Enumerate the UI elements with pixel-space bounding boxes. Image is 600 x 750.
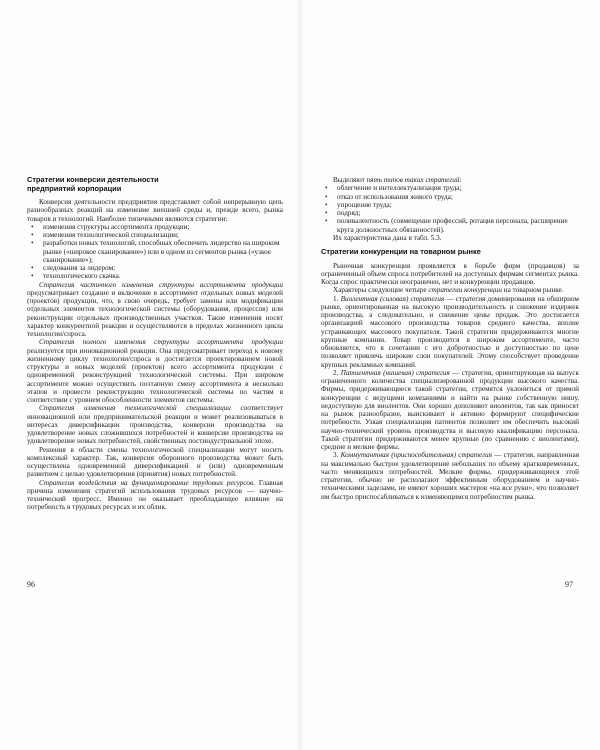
list-number: 2.	[333, 368, 341, 377]
paragraph-four-strategies	[321, 286, 579, 294]
labor-strategy-bullet-list	[321, 184, 579, 234]
section-heading-competition-strategies: Стратегии конкуренции на товарном рынке	[321, 247, 481, 256]
list-item: • технологического скачка.	[27, 272, 283, 280]
right-page-text-column	[321, 176, 579, 501]
paragraph-text: на товарном рынке.	[501, 286, 564, 295]
paragraph-full-assortment	[27, 338, 283, 404]
paragraph-text: реализуется при инновационной реакции. Она предусматривает переход к новому жизненному циклу технологии/спроса и достигается проектированием новой структуры и новых моделей (проектов) всего ассортимента продукции с одновременной реконструкцией технологической системы. При широком ассортименте можно осуществить поэтапную смену ассортимента в несколько этапов и провести реконструкцию технологической системы по частям в соответствии с уровнем обособленности элементов системы.	[27, 346, 283, 405]
list-item: • разработки новых технологий, способных обеспечить лидерство на широком рынке («широкое сканирование») или в одном из сегментов рынка («узкое сканирование»);	[27, 239, 283, 264]
list-item: • следования за лидером;	[27, 264, 283, 272]
page-number-right: 97	[565, 580, 573, 589]
paragraph-text: Главная причина изменения стратегий использования трудовых ресурсов — научно-технический прогресс. Именно он оказывает преобладающее влияние на потребность в трудовых ресурсах и их облик.	[27, 478, 283, 512]
list-number: 1.	[333, 294, 341, 303]
page-number-left: 96	[27, 580, 35, 589]
paragraph-partial-assortment	[27, 281, 283, 339]
list-item: • поливалентность (совмещение профессий, ротация персонала, расширение круга должностных обязанностей).	[321, 217, 579, 234]
paragraph-text: — стратегия, направленная на максимально быстрое удовлетворение небольших по объему кратковременных, часто меняющихся потребностей. Мелкие фирмы, придерживающиеся этой стратегии, обычно не располагают эффективным оборудованием и научно-техническими заделами, не имеют хороших мастеров «на все руки», что позволяет им быстро приспосабливаться к изменяющимся потребностям рынка.	[321, 451, 579, 501]
paragraph-market-competition: Рыночная конкуренция проявляется в борьбе фирм (продавцов) за ограниченный объем спроса потребителей на доступных фирмам сегментах рынка. Когда спрос практически неограничен, нет и конкуренции продавцов.	[321, 261, 579, 287]
right-page	[300, 0, 600, 750]
paragraph-five-types	[321, 176, 579, 184]
list-item: • подряд;	[321, 209, 579, 217]
paragraph-text: соответствует инновационной или предпринимательской реакции и может реализовываться в интересах диверсификации производства, конверсии производства на удовлетворение новых сложившихся потребностей и конверсии производства на удовлетворение новых потребностей, свойственных постиндустриальной эпохе.	[27, 404, 283, 446]
paragraph-table-reference: Их характеристика дана в табл. 5.3.	[333, 233, 442, 242]
paragraph-labor-resources	[27, 479, 283, 512]
paragraph-intro: Конверсия деятельности предприятия представляет собой непрерывную цепь разнообразных реакций на изменение внешней среды и, прежде всего, рынка товаров и технологий. Наиболее типичными являются стратегии:	[27, 198, 283, 223]
list-item: • облегчение и интеллектуализация труда;	[321, 184, 579, 192]
list-number: 3.	[333, 451, 341, 460]
paragraph-text: Выделяют	[333, 176, 367, 184]
section-heading-conversion-strategies: Стратегии конверсии деятельности предприятий корпорации	[27, 175, 159, 193]
italic-term: Стратегия воздействия на функционирование трудовых ресурсов.	[39, 478, 255, 487]
italic-term: Стратегия изменения технологической специализации	[39, 404, 231, 413]
paragraph-decisions: Решения в области смены технологической специализации могут носить комплексный характер. Так, конверсия оборонного производства может быть осуществлена одновременной диверсификацией и (или) одновременным развитием с целью удовлетворения (принятия) новых потребностей.	[27, 445, 283, 479]
italic-term: Виолентная (силовая) стратегия	[340, 294, 445, 303]
paragraph-text: — стратегия доминирования на обширном рынке, ориентированная на высокую производительность и снижение издержек производства, а следовательно, и снижение цены продаж. Это достигается организацией массового производства товаров среднего качества, вполне устраивающих массового покупателя. Такой стратегии придерживаются многие крупные компании. Товар производится в широком ассортименте, часто обновляется, что в сочетании с его добротностью и доступностью по цене позволяет привлечь широкие слои покупателей. Этому способствует проведение крупных рекламных компаний.	[321, 294, 579, 369]
italic-term: Патиентная (нишевая) стратегия	[340, 368, 450, 377]
list-item: • упрощение труда;	[321, 201, 579, 209]
paragraph-text: :	[459, 176, 462, 184]
strategy-bullet-list	[27, 223, 283, 281]
list-item: • отказ от использования живого труда;	[321, 193, 579, 201]
italic-term: Стратегия частичного изменения структуры ассортимента продукции	[39, 280, 283, 289]
italic-term: пять типов таких стратегий	[366, 176, 460, 184]
italic-term: стратегии конкуренции	[428, 286, 502, 295]
left-page-text-column	[27, 176, 283, 512]
paragraph-violent-strategy	[321, 295, 579, 369]
paragraph-patient-strategy	[321, 369, 579, 452]
paragraph-text: предусматривает создание и включение в ассортимент отдельных новых моделей (проектов) продукции, что, в свою очередь, требует замены или модификации отдельных элементов технологической системы (оборудования, процессов) или реконструкции отдельных производственных участков. Такие изменения носят характер конкурентной реакции и осуществляются в пределах жизненного цикла технологии/спроса.	[27, 288, 283, 339]
paragraph-text: Характеры следующие четыре	[333, 286, 429, 295]
list-item: • изменения структуры ассортимента продукции;	[27, 223, 283, 231]
italic-term: Коммутантная (приспособительная) стратегия	[340, 451, 492, 460]
italic-term: Стратегия полного изменения структуры ассортимента продукции	[39, 338, 283, 347]
paragraph-tech-specialization	[27, 404, 283, 445]
list-item: • изменения технологической специализации;	[27, 231, 283, 239]
paragraph-text: — стратегия, ориентирующая на выпуск ограниченного количества специализированной продукции высокого качества. Фирмы, придерживающиеся такой стратегии, стремятся уклониться от прямой конкуренции с ведущими компаниями и найти на рынке собственную нишу, недоступную для виолентов. Они хорошо дополняют виолентов, так как приносят на рынок разнообразие, выискивают и активно формируют специфические потребности. Узкая специализация патиентов позволяет им обеспечить высокий научно-технический уровень производства и высокую квалификацию персонала. Такой стратегии придерживаются менее крупные (по сравнению с виолентами), средние и мелкие фирмы.	[321, 368, 579, 452]
paragraph-commutant-strategy	[321, 451, 579, 501]
